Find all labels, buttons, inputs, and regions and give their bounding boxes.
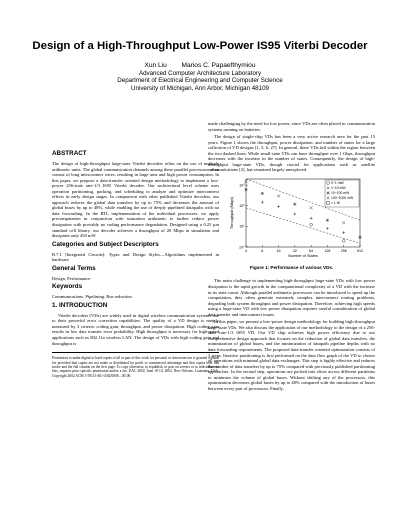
legend-label: 100~1000 mW <box>331 196 354 201</box>
x-tick-label: 4 <box>245 248 247 253</box>
y-tick-label: 10¹ <box>239 224 245 229</box>
x-tick-label: 16 <box>276 248 281 253</box>
data-point <box>245 188 248 191</box>
intro-text: Viterbi decoders (VDs) are widely used in digital wireless communication systems due to their powerful error correction capabilities. The quality of a VD design is mainly measured by 3 criteria: coding gain, throughput, and power dissipation. High coding gain results in low data transfer error probability. High throughput is necessary for high-speed applications such as 802.11a wireless LAN. The design of VDs with high coding gain and throughput is <box>52 312 219 346</box>
data-point <box>261 192 264 195</box>
right-para-4: In this paper, we present a low-power design methodology for building high-throughput large-state VDs. We also discuss the application of our methodology to the design of a 256-state rate-1/3 IS95 VD. Our VD chip achieves high power efficiency due to our comprehensive design approach that focuses on the reduction of global data transfers, the minimization of global buses, and the minimization of datapath pipeline depths with no data forwarding requirements. The proposed data-transfer oriented optimization consists of 3 steps. Iterative partitioning is first performed on the data flow graph of the VD to cluster all operations with minimal global data exchanges. This step is highly effective and reduces the number of data transfers by up to 75% compared with previously published partitioning approaches. In the second step, operations are packed into slices across different partitions to minimize the volume of global buses. Without shifting any of the processors, this optimization decreases global buses by up to 48% compared with the introduction of buses between every pair of processors. Finally, <box>208 319 375 391</box>
y-tick-label: 10⁰ <box>239 245 245 250</box>
legend-label: 1~10 mW <box>331 186 346 191</box>
legend-label: 0~1 mW <box>331 181 344 186</box>
right-para-1: made challenging by the need for low power, since VDs are often placed in communication systems running on batteries. <box>208 121 375 132</box>
data-point <box>310 206 313 209</box>
left-column <box>52 148 219 380</box>
y-tick-label: 10³ <box>239 183 245 188</box>
paper-title: Design of a High-Throughput Low-Power IS95 Viterbi Decoder <box>32 40 368 52</box>
data-point <box>277 194 280 197</box>
right-column <box>208 121 375 393</box>
intro-heading: 1. INTRODUCTION <box>52 301 108 309</box>
throughput-chart <box>228 175 368 261</box>
copyright-footnote: Permission to make digital or hard copies of all or part of this work for personal or classroom use is granted without fee provided that copies are not made or distributed for profit or commercial advantage and that copies bear this notice and the full citation on the first page. To copy otherwise, to republish, to post on servers or to redistribute to lists, requires prior specific permission and/or a fee. DAC 2002, June 10-14, 2002, New Orleans, Louisiana, USA. Copyright 2002 ACM 1-58113-461-4/02/0006 ...$5.00. <box>52 352 219 378</box>
figure-1 <box>228 175 368 261</box>
abstract-text: The design of high-throughput large-state Viterbi decoders relies on the use of multiple arithmetic units. The global communication channels among these parallel processors often consist of long interconnect wires, resulting in large area and high power consumption. In this paper, we propose a data-transfer oriented design methodology to implement a low-power 256-state rate-1/3 IS95 Viterbi decoder. Our architectural level scheme uses operation partitioning, packing, and scheduling to analyze and optimize interconnect effects in early design stages. In comparison with other published Viterbi decoders, our approach reduces the global data transfers by up to 75% and decreases the amount of global buses by up to 48%, while enabling the use of deeply pipelined datapaths with no data forwarding. In the RTL implementation of the individual processors, we apply precomputation in conjunction with saturation arithmetic to further reduce power dissipation with provably no coding performance degradation. Designed using a 0.25 μm standard cell library, our decoder achieves a throughput of 20 Mbps in simulation and dissipates only 450 mW. <box>52 161 219 239</box>
data-point <box>310 217 313 220</box>
categories-heading: Categories and Subject Descriptors <box>52 240 159 248</box>
data-point <box>342 239 345 242</box>
author-names: Xun Liu Marios C. Papaefthymiou <box>144 62 256 69</box>
x-tick-label: 8 <box>261 248 264 253</box>
data-point <box>277 205 280 208</box>
right-para-2: The design of single-chip VDs has been a very active research area for the past 15 years. Figure 1 shows the throughput, power dissipation, and number of states for a large collection of VD designs [1, 3, 6, 27]. In general, these VDs fall within the region between the two dashed lines. While small-state VDs can have throughput over 1 Gbps, throughput decreases with the increase in the number of states. Consequently, the design of high-throughput large-state VDs, though crucial for applications such as satellite communications [2], has remained largely unexplored. <box>208 134 375 173</box>
abstract-heading: ABSTRACT <box>52 150 87 157</box>
categories-text: B.7.1 [Integrated Circuits]: Types and Design Styles—Algorithms implemented in hardware <box>52 251 219 263</box>
data-point <box>261 201 264 204</box>
data-point <box>293 213 296 216</box>
data-point <box>326 227 329 230</box>
figure-caption: Figure 1: Performance of various VDs. <box>249 264 334 270</box>
affiliation-univ: University of Michigan, Ann Arbor, Michigan 48109 <box>131 84 269 92</box>
data-point <box>310 223 313 226</box>
data-point <box>359 236 362 239</box>
keywords-text: Communications, Pipelining, Bus reduction <box>52 294 132 300</box>
general-terms-text: Design, Performance <box>52 275 91 281</box>
x-tick-label: 128 <box>324 248 331 253</box>
keywords-heading: Keywords <box>52 283 83 291</box>
x-tick-label: 512 <box>357 248 363 253</box>
y-tick-label: 10² <box>239 204 245 209</box>
data-point <box>326 219 329 222</box>
data-point <box>342 221 345 224</box>
affiliation-dept: Department of Electrical Engineering and Computer Science <box>117 77 283 85</box>
y-axis-label: Throughput (Mbps) <box>230 196 234 230</box>
x-axis-label: Number of States <box>288 253 318 258</box>
data-point <box>293 203 296 206</box>
data-point <box>342 231 345 234</box>
x-tick-label: 32 <box>292 248 297 253</box>
right-para-3: The main challenge in implementing high-throughput large-state VDs with low power dissipation is the rapid growth in the computational complexity of a VD with the increase in its state count. Although parallel arithmetic processors can be introduced to speed up the computation, they often generate extremely complex interconnect routing problems, degrading both system throughput and power dissipation. Therefore, achieving high speeds using a large-state VD with low power dissipation requires careful consideration of global data transfer and interconnect issues. <box>208 278 375 317</box>
affiliation-lab: Advanced Computer Architecture Laboratory <box>138 69 262 77</box>
general-terms-heading: General Terms <box>52 264 96 272</box>
legend-label: 10~100 mW <box>331 191 350 196</box>
x-tick-label: 256 <box>340 248 347 253</box>
legend-marker <box>327 192 330 195</box>
x-tick-label: 64 <box>309 248 314 253</box>
lower-dashed-line <box>246 208 360 244</box>
legend-label: > 1 W <box>331 201 340 206</box>
author-block <box>0 62 400 92</box>
